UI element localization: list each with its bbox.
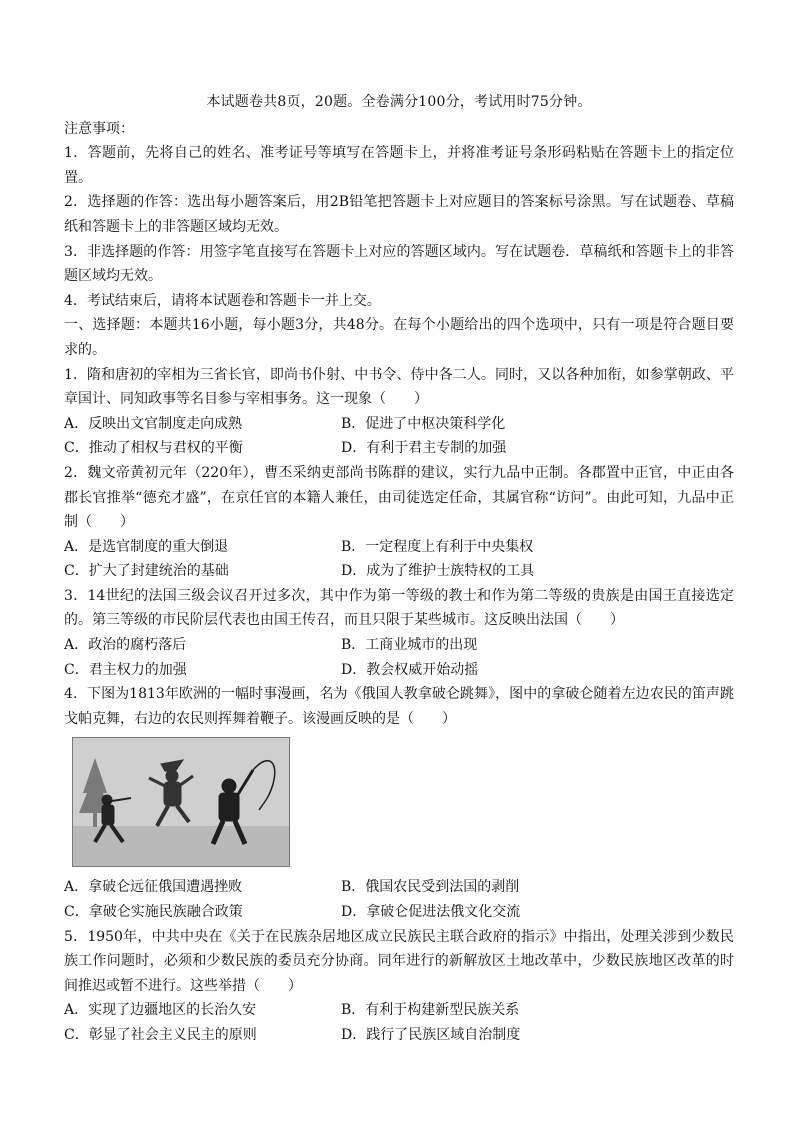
cartoon-ground [73,826,289,866]
exam-header: 本试题卷共8页，20题。全卷满分100分，考试用时75分钟。 [206,94,592,110]
option-a: A．政治的腐朽落后 [64,637,187,654]
notice-item-2: 2．选择题的作答：选出每小题答案后，用2B铅笔把答题卡上对应题目的答案标号涂黑。写在试题卷、草稿纸和答题卡上的非答题区域均无效。 [64,194,734,235]
question-2-stem: 2．魏文帝黄初元年（220年），曹丕采纳吏部尚书陈群的建议，实行九品中正制。各郡置中正官，中正由各郡长官推举“德充才盛”，在京任官的本籍人兼任，由司徒选定任命，其属官称“访问”。由此可知，九品中正制（ ） [64,464,734,531]
option-b: B．一定程度上有利于中央集权 [341,538,534,555]
section-title: 一、选择题：本题共16小题，每小题3分，共48分。在每个小题给出的四个选项中，只有一项是符合题目要求的。 [64,317,734,358]
option-d: D．有利于君主专制的加强 [341,440,507,457]
notice-item-1: 1．答题前，先将自己的姓名、准考证号等填写在答题卡上，并将准考证号条形码粘贴在答题卡上的指定位置。 [64,145,734,186]
notice-title: 注意事项： [64,120,134,137]
question-1-options [64,412,734,461]
option-c: C．彰显了社会主义民主的原则 [64,1027,257,1043]
cartoon-image [72,737,290,867]
option-a: A．反映出文官制度走向成熟 [64,415,243,432]
option-b: B．有利于构建新型民族关系 [341,1002,520,1019]
option-a: A．拿破仑远征俄国遭遇挫败 [64,879,243,896]
option-d: D．成为了维护士族特权的工具 [341,563,535,580]
question-3-stem: 3．14世纪的法国三级会议召开过多次，其中作为第一等级的教士和作为第二等级的贵族是由国王直接选定的。第三等级的市民阶层代表也由国王传召，而且只限于某些城市。这反映出法国（ ） [64,587,734,629]
option-d: D．践行了民族区域自治制度 [341,1027,521,1043]
option-b: B．工商业城市的出现 [341,637,478,654]
option-d: D．教会权威开始动摇 [341,661,479,678]
question-1-stem: 1．隋和唐初的宰相为三省长官，即尚书仆射、中书令、侍中各二人。同时，又以各种加衔，如参掌朝政、平章国计、同知政事等名目参与宰相事务。这一现象（ ） [64,366,734,408]
question-5-options [64,998,734,1047]
option-b: B．促进了中枢决策科学化 [341,415,506,432]
option-c: C．推动了相权与君权的平衡 [64,440,243,457]
question-4-options [64,875,734,924]
question-4-stem: 4．下图为1813年欧洲的一幅时事漫画，名为《俄国人教拿破仑跳舞》，图中的拿破仑随着左边农民的笛声跳戈帕克舞，右边的农民则挥舞着鞭子。该漫画反映的是（ ） [64,686,734,727]
option-c: C．君主权力的加强 [64,661,187,678]
exam-content [64,90,734,1048]
option-c: C．拿破仑实施民族融合政策 [64,904,243,921]
option-a: A．是选官制度的重大倒退 [64,538,229,555]
question-5-stem: 5．1950年，中共中央在《关于在民族杂居地区成立民族民主联合政府的指示》中指出，处理关涉到少数民族工作问题时，必须和少数民族的委员充分协商。同年进行的新解放区土地改革中，少数民族地区改革的时间推迟或暂不进行。这些举措（ ） [64,928,734,994]
option-d: D．拿破仑促进法俄文化交流 [341,904,521,921]
option-a: A．实现了边疆地区的长治久安 [64,1002,257,1019]
notice-item-4: 4．考试结束后，请将本试题卷和答题卡一并上交。 [64,292,381,309]
notice-item-3: 3．非选择题的作答：用签字笔直接写在答题卡上对应的答题区域内。写在试题卷．草稿纸和答题卡上的非答题区域均无效。 [64,243,734,285]
option-c: C．扩大了封建统治的基础 [64,563,229,580]
option-b: B．俄国农民受到法国的剥削 [341,879,520,896]
question-3-options [64,633,734,682]
question-2-options [64,535,734,584]
